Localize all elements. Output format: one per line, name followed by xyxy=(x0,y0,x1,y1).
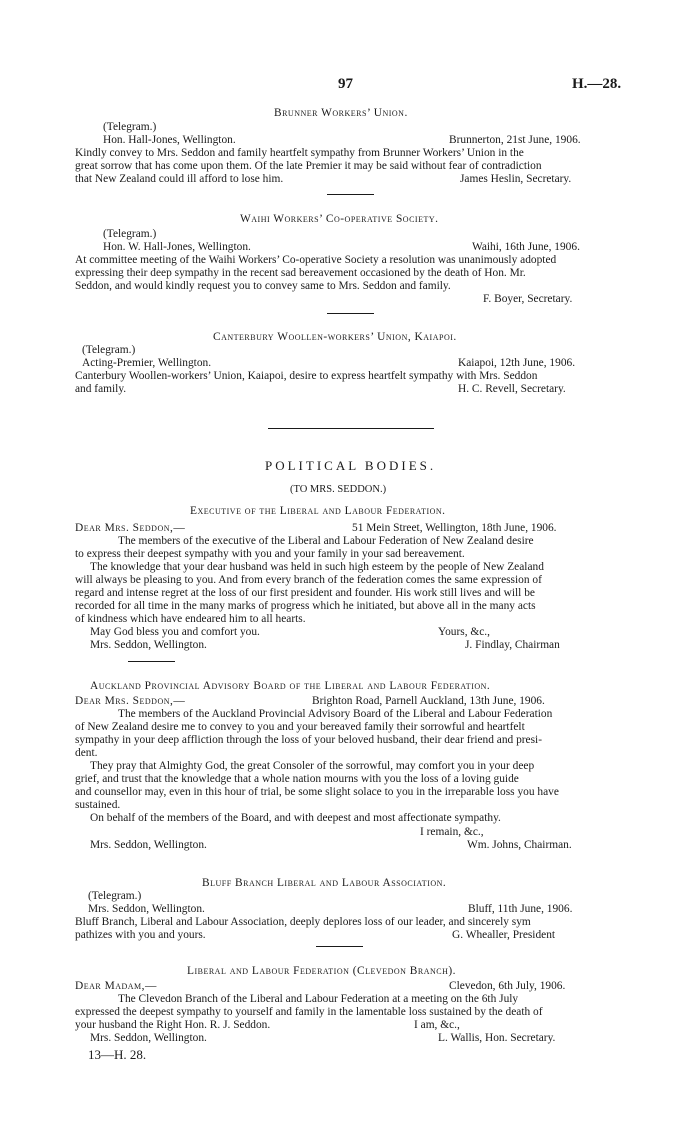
waihi-heading: Waihi Workers’ Co-operative Society. xyxy=(240,213,439,225)
auckland-line: and counsellor may, even in this hour of trial, be some slight solace to you in the irreparable loss you have xyxy=(75,786,559,798)
clevedon-heading: Liberal and Labour Federation (Clevedon Branch). xyxy=(187,965,456,977)
brunner-place-date: Brunnerton, 21st June, 1906. xyxy=(449,134,581,146)
bluff-line: Bluff Branch, Liberal and Labour Association, deeply deplores loss of our leader, and sincerely sym xyxy=(75,916,531,928)
canterbury-line: Canterbury Woollen-workers’ Union, Kaiapoi, desire to express heartfelt sympathy with Mrs. Seddon xyxy=(75,370,538,382)
canterbury-place-date: Kaiapoi, 12th June, 1906. xyxy=(458,357,576,369)
executive-place-date: 51 Mein Street, Wellington, 18th June, 1906. xyxy=(352,522,557,534)
executive-line: will always be pleasing to you. And from every branch of the federation comes the same expression of xyxy=(75,574,542,586)
waihi-signature: F. Boyer, Secretary. xyxy=(483,293,573,305)
clevedon-line: The Clevedon Branch of the Liberal and Labour Federation at a meeting on the 6th July xyxy=(118,993,519,1005)
brunner-heading: Brunner Workers’ Union. xyxy=(274,107,408,119)
auckland-line: sympathy in your deep affliction through the loss of your beloved husband, their dear friend and presi- xyxy=(75,734,543,746)
clevedon-closing: I am, &c., xyxy=(414,1019,460,1031)
canterbury-telegram: (Telegram.) xyxy=(82,344,136,356)
executive-line: The members of the executive of the Liberal and Labour Federation of New Zealand desire xyxy=(118,535,534,547)
section-divider xyxy=(316,946,363,947)
brunner-line: great sorrow that has come upon them. Of the late Premier it may be said without fear of contradiction xyxy=(75,160,542,172)
brunner-signature: James Heslin, Secretary. xyxy=(460,173,572,185)
waihi-line: At committee meeting of the Waihi Workers’ Co-operative Society a resolution was unanimously adopted xyxy=(75,254,557,266)
auckland-line: The members of the Auckland Provincial Advisory Board of the Liberal and Labour Federation xyxy=(118,708,553,720)
canterbury-line: and family. xyxy=(75,383,127,395)
auckland-salutation: Dear Mrs. Seddon,— xyxy=(75,695,186,707)
executive-heading: Executive of the Liberal and Labour Federation. xyxy=(190,505,446,517)
clevedon-place-date: Clevedon, 6th July, 1906. xyxy=(449,980,566,992)
bluff-line: pathizes with you and yours. xyxy=(75,929,206,941)
waihi-place-date: Waihi, 16th June, 1906. xyxy=(472,241,580,253)
canterbury-signature: H. C. Revell, Secretary. xyxy=(458,383,566,395)
auckland-heading: Auckland Provincial Advisory Board of the Liberal and Labour Federation. xyxy=(90,680,491,692)
bluff-telegram: (Telegram.) xyxy=(88,890,142,902)
auckland-addressee: Mrs. Seddon, Wellington. xyxy=(90,839,207,851)
auckland-line: dent. xyxy=(75,747,98,759)
section-divider xyxy=(327,313,374,314)
auckland-closing: I remain, &c., xyxy=(420,826,484,838)
executive-addressee: Mrs. Seddon, Wellington. xyxy=(90,639,207,651)
waihi-addressee: Hon. W. Hall-Jones, Wellington. xyxy=(103,241,251,253)
political-subtitle: (TO MRS. SEDDON.) xyxy=(290,484,387,495)
clevedon-addressee: Mrs. Seddon, Wellington. xyxy=(90,1032,207,1044)
clevedon-salutation: Dear Madam,— xyxy=(75,980,157,992)
clevedon-line: expressed the deepest sympathy to yourself and family in the lamentable loss sustained by the death of xyxy=(75,1006,543,1018)
auckland-line: On behalf of the members of the Board, and with deepest and most affectionate sympathy. xyxy=(90,812,501,824)
series-code: H.—28. xyxy=(572,76,622,92)
executive-signature: J. Findlay, Chairman xyxy=(465,639,560,651)
bluff-addressee: Mrs. Seddon, Wellington. xyxy=(88,903,205,915)
waihi-line: expressing their deep sympathy in the recent sad bereavement occasioned by the death of Hon. Mr. xyxy=(75,267,526,279)
auckland-line: grief, and trust that the knowledge that a whole nation mourns with you the loss of a loving guide xyxy=(75,773,519,785)
brunner-addressee: Hon. Hall-Jones, Wellington. xyxy=(103,134,236,146)
section-divider xyxy=(128,661,175,662)
executive-line: to express their deepest sympathy with you and your family in your sad bereavement. xyxy=(75,548,465,560)
clevedon-signature: L. Wallis, Hon. Secretary. xyxy=(438,1032,556,1044)
brunner-telegram: (Telegram.) xyxy=(103,121,157,133)
page-number: 97 xyxy=(338,76,353,92)
brunner-line: Kindly convey to Mrs. Seddon and family heartfelt sympathy from Brunner Workers’ Union in the xyxy=(75,147,524,159)
auckland-line: of New Zealand desire me to convey to you and your bereaved family their sorrowful and heartfelt xyxy=(75,721,525,733)
section-divider xyxy=(327,194,374,195)
executive-line: The knowledge that your dear husband was held in such high esteem by the people of New Zealand xyxy=(90,561,544,573)
executive-line: recorded for all time in the many marks of progress which he initiated, but above all in the many acts xyxy=(75,600,536,612)
auckland-line: sustained. xyxy=(75,799,121,811)
bluff-place-date: Bluff, 11th June, 1906. xyxy=(468,903,573,915)
waihi-telegram: (Telegram.) xyxy=(103,228,157,240)
executive-closing: Yours, &c., xyxy=(438,626,491,638)
executive-line: of kindness which have endeared him to all hearts. xyxy=(75,613,306,625)
auckland-line: They pray that Almighty God, the great Consoler of the sorrowful, may comfort you in your deep xyxy=(90,760,535,772)
auckland-place-date: Brighton Road, Parnell Auckland, 13th June, 1906. xyxy=(312,695,545,707)
clevedon-line: your husband the Right Hon. R. J. Seddon. xyxy=(75,1019,271,1031)
executive-line: May God bless you and comfort you. xyxy=(90,626,260,638)
executive-line: regard and intense regret at the loss of our first president and founder. His work still lives and will be xyxy=(75,587,535,599)
canterbury-addressee: Acting-Premier, Wellington. xyxy=(82,357,212,369)
major-divider xyxy=(268,428,434,429)
footer-code: 13—H. 28. xyxy=(88,1047,147,1062)
canterbury-heading: Canterbury Woollen-workers’ Union, Kaiapoi. xyxy=(213,331,457,343)
brunner-line: that New Zealand could ill afford to lose him. xyxy=(75,173,284,185)
political-title: POLITICAL BODIES. xyxy=(265,458,437,473)
executive-salutation: Dear Mrs. Seddon,— xyxy=(75,522,186,534)
auckland-signature: Wm. Johns, Chairman. xyxy=(467,839,572,851)
bluff-heading: Bluff Branch Liberal and Labour Association. xyxy=(202,877,447,889)
bluff-signature: G. Whealler, President xyxy=(452,929,556,941)
waihi-line: Seddon, and would kindly request you to convey same to Mrs. Seddon and family. xyxy=(75,280,451,292)
